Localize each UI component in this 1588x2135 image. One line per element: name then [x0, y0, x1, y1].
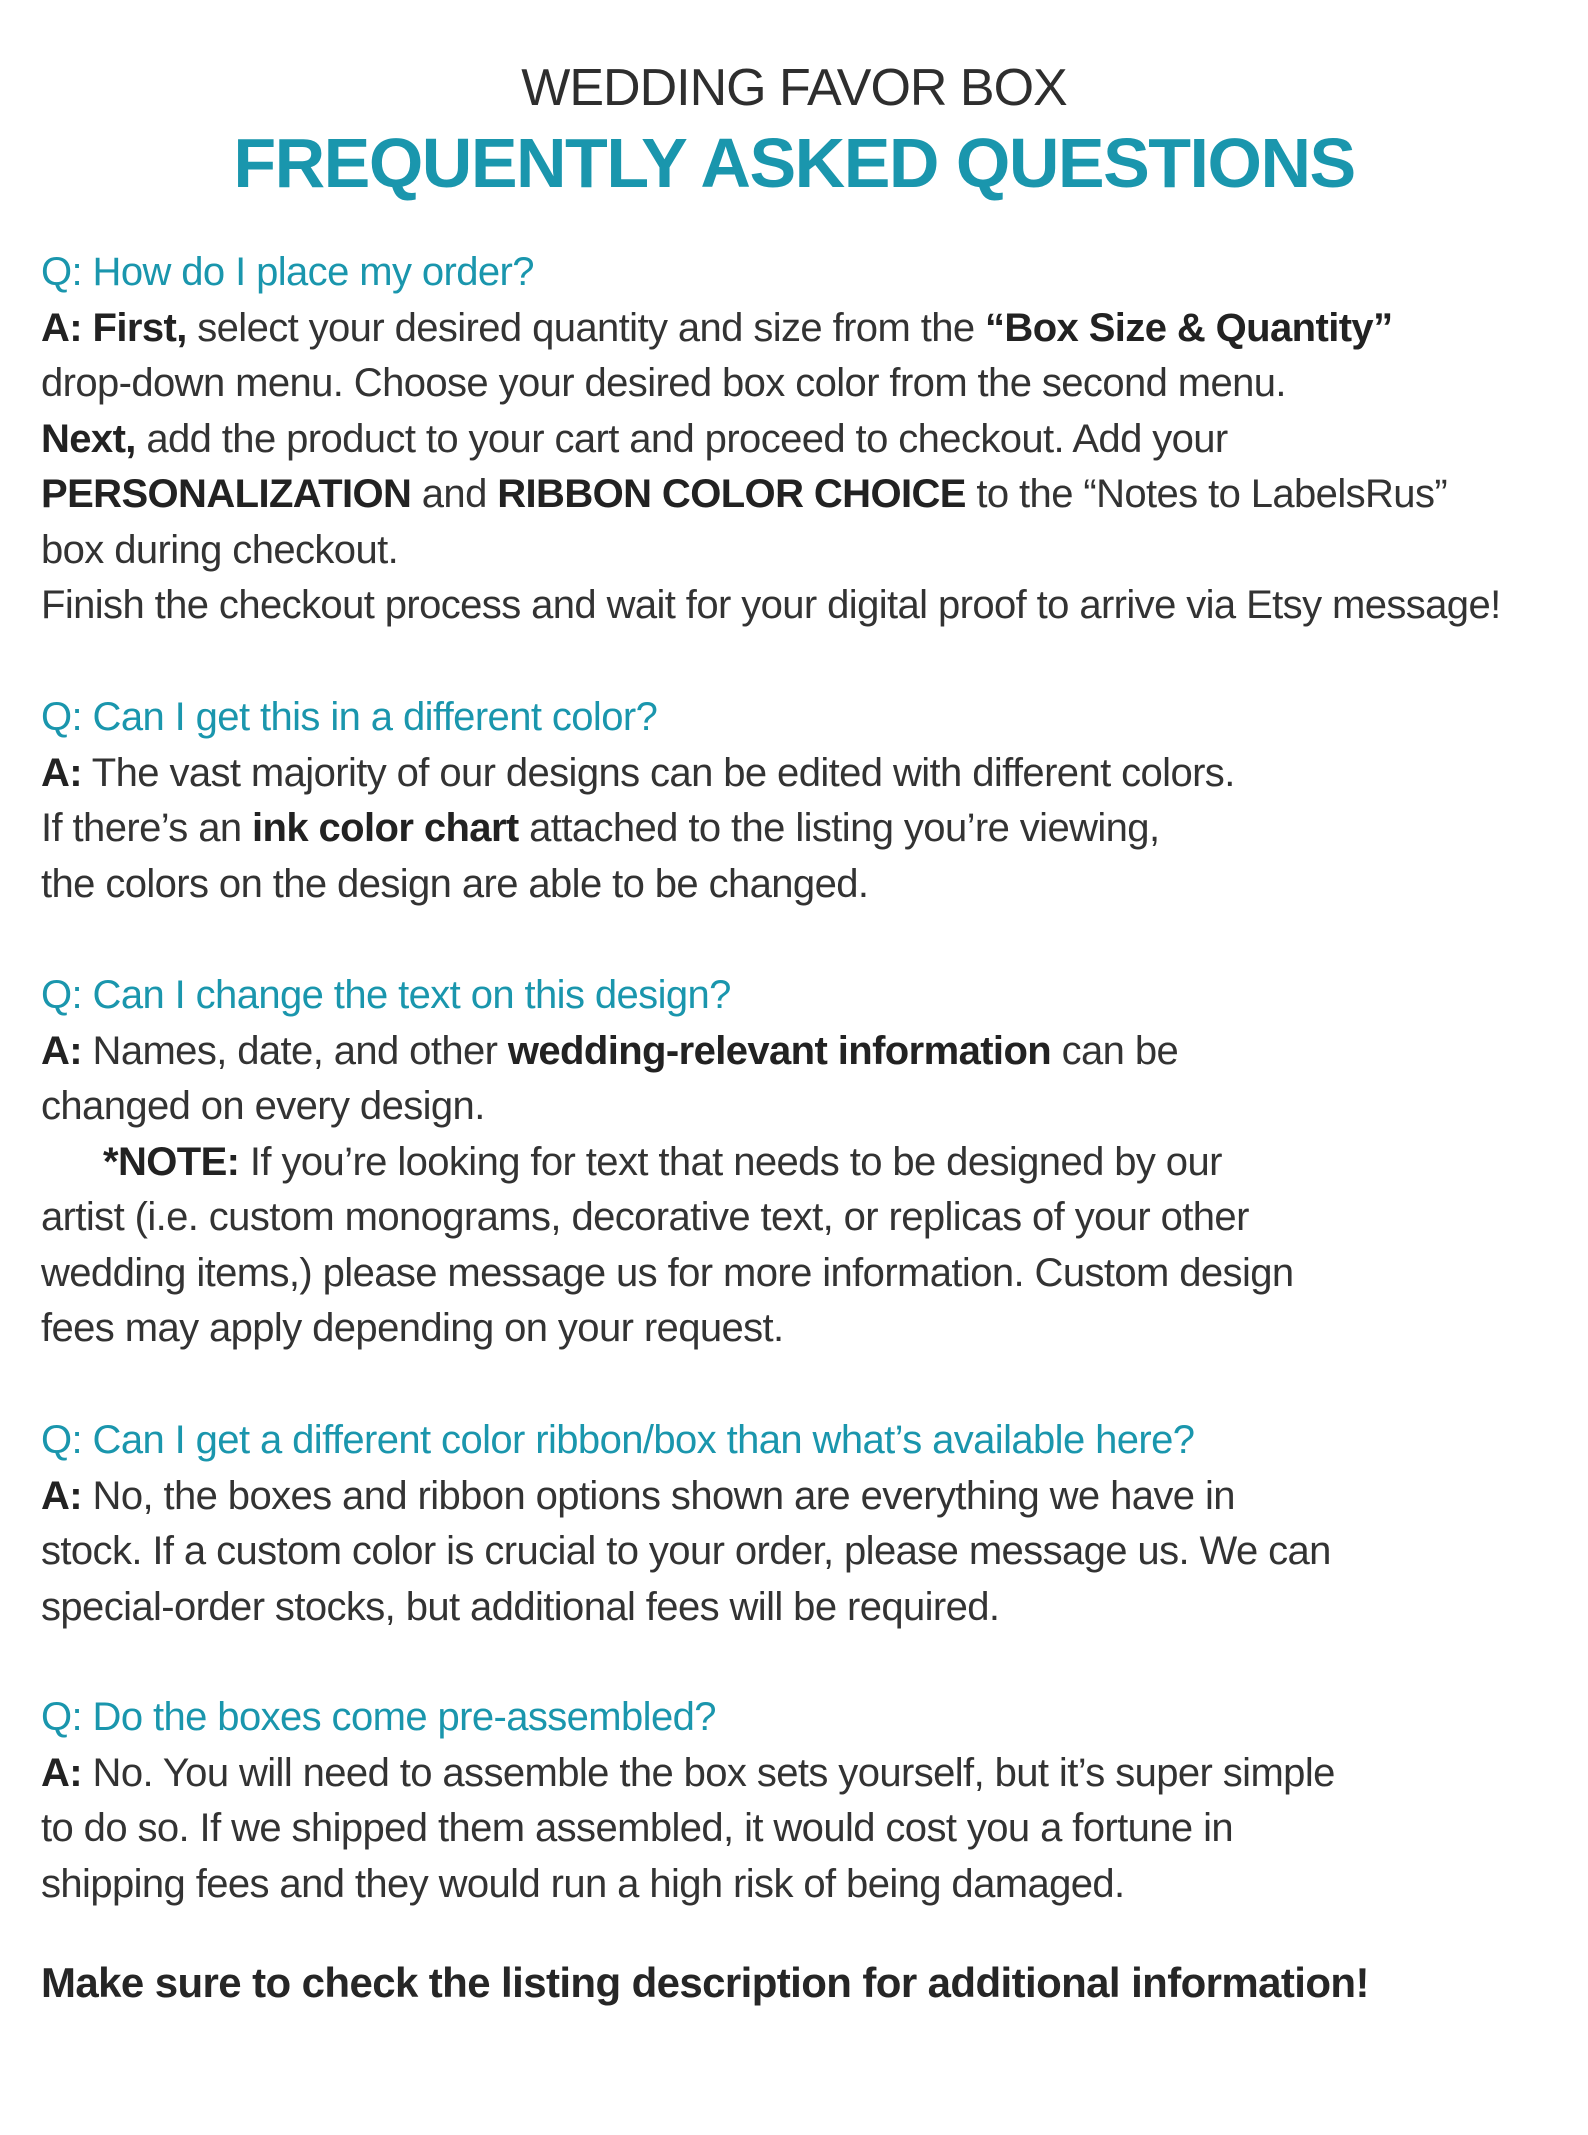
note-label: *NOTE:: [103, 1139, 240, 1184]
answer-text: add the product to your cart and proceed to checkout. Add your: [135, 416, 1228, 461]
faq-answer-line: Finish the checkout process and wait for your digital proof to arrive via Etsy message!: [41, 583, 1501, 627]
answer-text: The vast majority of our designs can be edited with different colors.: [82, 750, 1235, 795]
faq-question: Q: How do I place my order?: [41, 250, 534, 294]
answer-emphasis: PERSONALIZATION: [41, 472, 412, 516]
faq-answer-line: [41, 1135, 1561, 1191]
faq-item-text: [41, 968, 1561, 1357]
faq-answer-line: artist (i.e. custom monograms, decorative text, or replicas of your other: [41, 1195, 1249, 1239]
answer-text: No. You will need to assemble the box sets yourself, but it’s super simple: [82, 1750, 1335, 1795]
faq-answer-line: [41, 412, 1561, 468]
faq-answer-line: wedding items,) please message us for more information. Custom design: [41, 1250, 1294, 1295]
faq-answer-line: special-order stocks, but additional fees will be required.: [41, 1584, 1000, 1629]
faq-answer-line: fees may apply depending on your request.: [41, 1306, 784, 1350]
answer-label: A:: [41, 1028, 83, 1073]
faq-answer-line: to do so. If we shipped them assembled, it would cost you a fortune in: [41, 1806, 1234, 1850]
answer-text: Names, date, and other: [82, 1028, 508, 1073]
answer-label: A: First,: [41, 305, 187, 350]
faq-answer-line: [41, 301, 1561, 357]
answer-emphasis: RIBBON COLOR CHOICE: [497, 472, 966, 516]
answer-emphasis: wedding-relevant information: [507, 1028, 1052, 1073]
answer-emphasis: ink color chart: [252, 806, 519, 850]
answer-emphasis: Next,: [41, 416, 136, 461]
faq-answer-line: [41, 746, 1561, 802]
faq-question: Q: Can I change the text on this design?: [41, 973, 731, 1017]
faq-answer-line: the colors on the design are able to be changed.: [41, 861, 869, 906]
faq-item-color: [41, 690, 1561, 912]
answer-text: If there’s an: [41, 806, 252, 850]
page-supertitle: WEDDING FAVOR BOX: [521, 59, 1067, 117]
faq-answer-line: [41, 1469, 1561, 1525]
faq-answer-line: [41, 801, 1561, 857]
page-title: FREQUENTLY ASKED QUESTIONS: [233, 124, 1355, 202]
answer-label: A:: [41, 1473, 83, 1518]
answer-label: A:: [41, 750, 83, 795]
faq-answer-line: stock. If a custom color is crucial to your order, please message us. We can: [41, 1529, 1331, 1573]
answer-text: attached to the listing you’re viewing,: [518, 806, 1160, 850]
faq-question: Q: Can I get this in a different color?: [41, 695, 658, 739]
answer-text: No, the boxes and ribbon options shown are everything we have in: [82, 1473, 1235, 1518]
faq-answer-line: [41, 1024, 1561, 1080]
answer-label: A:: [41, 1750, 83, 1795]
answer-text: can be: [1051, 1028, 1179, 1073]
answer-text: If you’re looking for text that needs to be designed by our: [239, 1139, 1222, 1184]
faq-question: Q: Do the boxes come pre-assembled?: [41, 1695, 716, 1739]
faq-answer-line: changed on every design.: [41, 1084, 485, 1128]
faq-item-order: [41, 245, 1561, 634]
answer-emphasis: “Box Size & Quantity”: [985, 305, 1393, 350]
faq-answer-line: shipping fees and they would run a high risk of being damaged.: [41, 1861, 1125, 1906]
faq-answer-line: [41, 1746, 1561, 1802]
faq-answer-line: [41, 467, 1561, 523]
closing-note: Make sure to check the listing description for additional information!: [41, 1959, 1369, 2006]
faq-answer-line: drop-down menu. Choose your desired box color from the second menu.: [41, 361, 1286, 405]
answer-text: and: [411, 472, 498, 516]
faq-item-assembly: [41, 1690, 1561, 1912]
faq-answer-line: box during checkout.: [41, 527, 399, 572]
faq-item-ribbon: [41, 1413, 1561, 1635]
faq-question: Q: Can I get a different color ribbon/box than what’s available here?: [41, 1418, 1195, 1462]
answer-text: to the “Notes to LabelsRus”: [965, 472, 1448, 516]
answer-text: select your desired quantity and size from the: [186, 305, 986, 350]
